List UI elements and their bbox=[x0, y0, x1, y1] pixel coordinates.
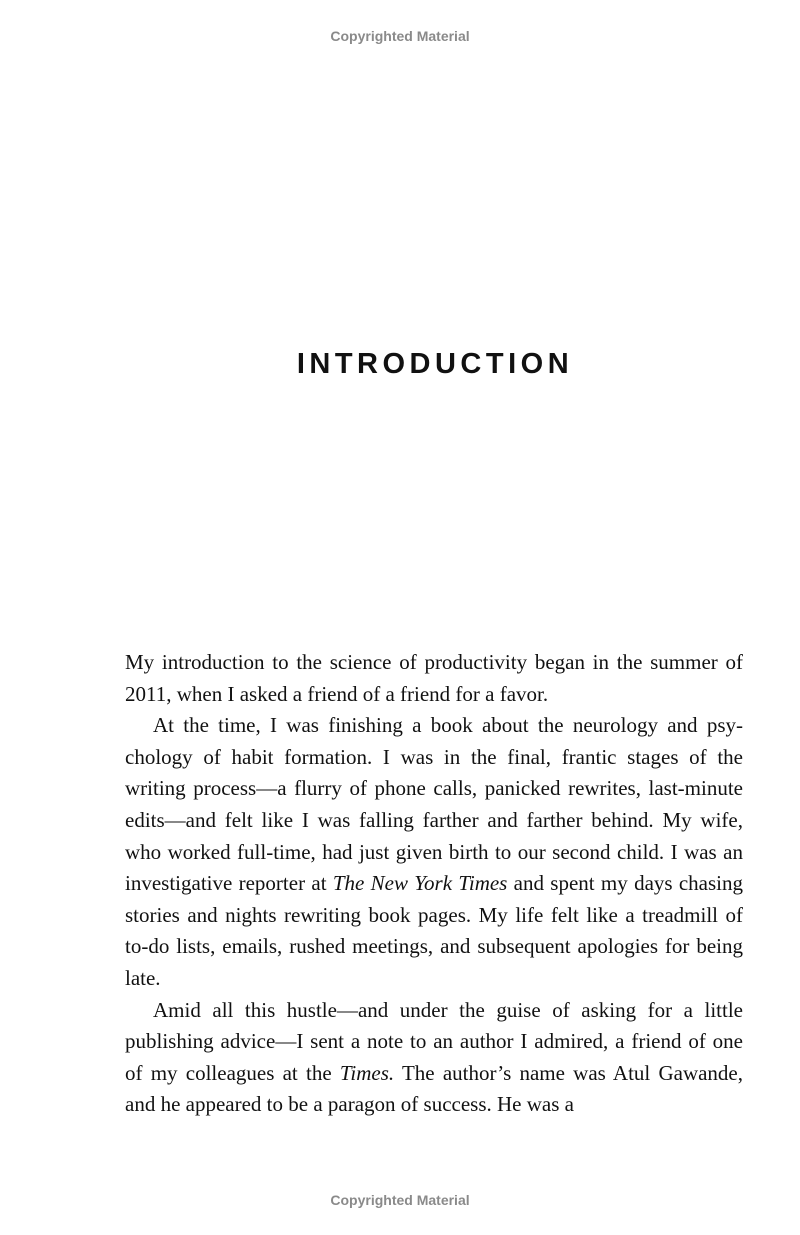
chapter-title: INTRODUCTION bbox=[296, 348, 574, 381]
paragraph: My introduction to the science of productivity began in the summer of 2011, when I asked a friend of a friend for a favor. bbox=[125, 650, 743, 706]
paragraph-text: and spent my days chasing stories and nights rewriting book pages. My life felt like a treadmill of to-do lists, emails, rushed meetings, and subsequent apologies for being late. bbox=[125, 871, 744, 990]
paragraph-text: The author’s name was Atul Gawande, and he appeared to be a paragon of success. He was a bbox=[125, 1060, 743, 1117]
italic-title: The New York Times bbox=[332, 871, 508, 896]
copyright-watermark-top: Copyrighted Material bbox=[330, 28, 470, 44]
paragraph bbox=[125, 995, 743, 1121]
paragraph-text: At the time, I was finishing a book about the neurology and psychology of habit formation. I was in the final, frantic stages of the writing process—a flurry of phone calls, panicked rewrites, last-minute edits—and felt like I was falling farther and farther behind. My wife, who worked full-time, had just given birth to our second child. I was an investigative reporter at bbox=[125, 713, 743, 896]
copyright-watermark-bottom: Copyrighted Material bbox=[330, 1192, 470, 1208]
paragraph bbox=[125, 710, 743, 994]
italic-title: Times. bbox=[339, 1060, 395, 1085]
paragraph-text: Amid all this hustle—and under the guise of asking for a little publishing advice—I sent a note to an author I admired, a friend of one of my colleagues at the bbox=[125, 997, 743, 1085]
body-text bbox=[125, 647, 743, 1121]
